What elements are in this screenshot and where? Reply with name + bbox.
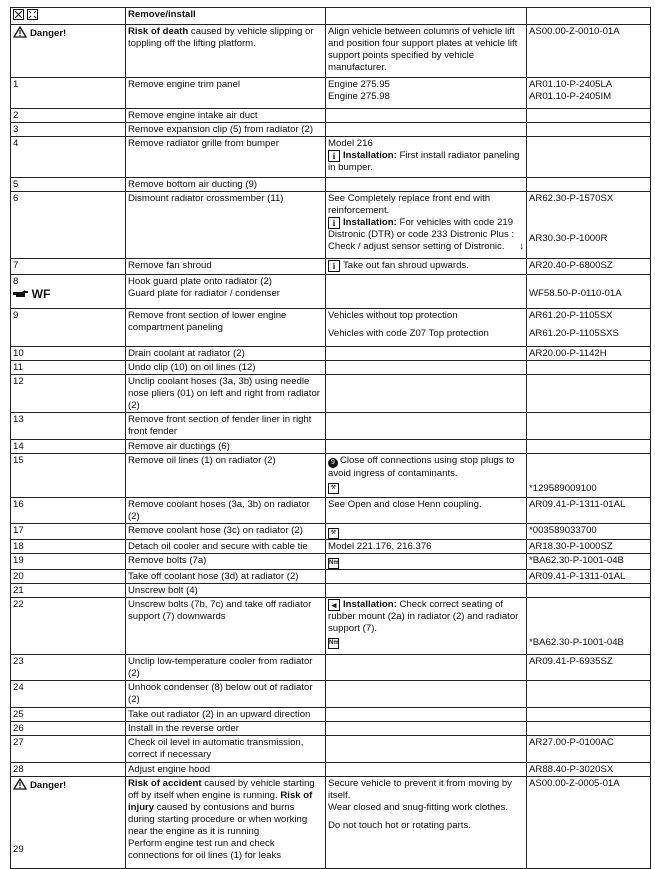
danger-title: Risk of accident xyxy=(128,778,202,789)
pointing-hand-icon xyxy=(13,289,29,299)
table-row xyxy=(11,708,651,722)
workshop-equipment-label: WF xyxy=(31,287,51,301)
step-number: 27 xyxy=(11,736,126,763)
doc-link[interactable]: AR61.20-P-1105SX xyxy=(529,310,613,321)
doc-link[interactable]: AS00.00-Z-0005-01A xyxy=(527,777,651,869)
step-number: 1 xyxy=(11,78,126,109)
table-row xyxy=(11,137,651,178)
step-text: Remove air ductings (6) xyxy=(126,440,326,454)
step-text: Undo clip (10) on oil lines (12) xyxy=(126,361,326,375)
step-text: Unhook condenser (8) below out of radiator (2) xyxy=(126,681,326,708)
doc-link[interactable]: AR09.41-P-1311-01AL xyxy=(527,498,651,524)
install-icon: ◂ xyxy=(328,599,340,611)
step-number: 13 xyxy=(11,413,126,440)
info-icon: i xyxy=(328,260,340,272)
step-text: Adjust engine hood xyxy=(126,763,326,777)
table-row xyxy=(11,524,651,540)
step-text: Check oil level in automatic transmission, correct if necessary xyxy=(126,736,326,763)
step-number: 2 xyxy=(11,109,126,123)
step-number: 26 xyxy=(11,722,126,736)
install-label: Installation: xyxy=(343,217,397,228)
step-text: Remove expansion clip (5) from radiator (2) xyxy=(126,123,326,137)
install-text: First install radiator paneling in bumper. xyxy=(328,150,520,173)
doc-link[interactable]: *129589009100 xyxy=(529,483,597,494)
step-text: Remove bottom air ducting (9) xyxy=(126,178,326,192)
table-row xyxy=(11,361,651,375)
step-number: 17 xyxy=(11,524,126,540)
step-text: Guard plate for radiator / condenser xyxy=(128,288,280,299)
table-row xyxy=(11,598,651,655)
doc-link[interactable]: AS00.00-Z-0010-01A xyxy=(527,25,651,78)
expand-icon[interactable] xyxy=(27,9,38,20)
table-row xyxy=(11,440,651,454)
doc-link[interactable]: AR01.10-P-2405LA xyxy=(529,79,613,90)
step-number: 5 xyxy=(11,178,126,192)
step-text: Remove coolant hoses (3a, 3b) on radiator (2) xyxy=(126,498,326,524)
table-row xyxy=(11,413,651,440)
step-info: Engine 275.98 xyxy=(328,91,390,102)
step-text: Dismount radiator crossmember (11) xyxy=(126,192,326,259)
doc-link[interactable]: AR61.20-P-1105SXS xyxy=(529,328,619,339)
header-icons-cell xyxy=(11,8,126,25)
install-label: Installation: xyxy=(343,150,397,161)
step-text: Hook guard plate onto radiator (2) xyxy=(128,276,272,287)
step-text: Remove fan shroud xyxy=(126,259,326,275)
step-number: 18 xyxy=(11,540,126,554)
arrow-down-icon: ↓ xyxy=(519,241,524,252)
step-text: Remove engine trim panel xyxy=(126,78,326,109)
danger-row xyxy=(11,25,651,78)
step-number: 11 xyxy=(11,361,126,375)
step-number: 25 xyxy=(11,708,126,722)
doc-link[interactable]: AR20.40-P-6800SZ xyxy=(527,259,651,275)
step-text: Detach oil cooler and secure with cable tie xyxy=(126,540,326,554)
step-text: Remove bolts (7a) xyxy=(126,554,326,570)
table-row xyxy=(11,454,651,498)
step-info: See Open and close Henn coupling. xyxy=(326,498,527,524)
table-row xyxy=(11,259,651,275)
step-text: Unscrew bolts (7b, 7c) and take off radiator support (7) downwards xyxy=(126,598,326,655)
step-text: Remove front section of fender liner in right front fender xyxy=(126,413,326,440)
step-text: Take out radiator (2) in an upward direction xyxy=(126,708,326,722)
doc-link[interactable]: AR09.41-P-1311-01AL xyxy=(527,570,651,584)
install-text: Check correct seating of rubber mount (2a) in radiator (2) and radiator support (7). xyxy=(328,599,519,634)
doc-link[interactable]: *003589033700 xyxy=(527,524,651,540)
step-number: 15 xyxy=(11,454,126,498)
step-text: Unclip low-temperature cooler from radiator (2) xyxy=(126,655,326,681)
step-number: 14 xyxy=(11,440,126,454)
table-row xyxy=(11,584,651,598)
step-number: 19 xyxy=(11,554,126,570)
step-number: 3 xyxy=(11,123,126,137)
table-row xyxy=(11,655,651,681)
step-text: Unclip coolant hoses (3a, 3b) using needle nose pliers (01) on left and right from radiator (2) xyxy=(126,375,326,413)
warning-triangle-icon xyxy=(13,26,27,38)
info-icon: i xyxy=(328,150,340,162)
danger-text: caused by vehicle slipping or toppling off the lifting platform. xyxy=(128,26,314,49)
doc-link[interactable]: AR18.30-P-1000SZ xyxy=(527,540,651,554)
collapse-icon[interactable] xyxy=(13,9,24,20)
step-info: Vehicles with code Z07 Top protection xyxy=(328,328,489,339)
install-label: Installation: xyxy=(343,599,397,610)
table-row xyxy=(11,736,651,763)
table-row xyxy=(11,498,651,524)
step-number: 4 xyxy=(11,137,126,178)
table-row xyxy=(11,347,651,361)
step-text: Install in the reverse order xyxy=(126,722,326,736)
step-number: 12 xyxy=(11,375,126,413)
table-row xyxy=(11,763,651,777)
doc-link[interactable]: AR01.10-P-2405IM xyxy=(529,91,612,102)
step-text: Take off coolant hose (3d) at radiator (2) xyxy=(126,570,326,584)
step-text: Remove engine intake air duct xyxy=(126,109,326,123)
danger-text: caused by vehicle starting off by itself when engine is running. xyxy=(128,778,315,801)
header-label: Remove/install xyxy=(126,8,326,25)
step-number: 24 xyxy=(11,681,126,708)
doc-link[interactable]: *BA62.30-P-1001-04B xyxy=(527,554,651,570)
tool-icon: ⚒ xyxy=(328,528,339,539)
step-info: Close off connections using stop plugs to avoid ingress of contaminants. xyxy=(328,455,515,479)
step-number: 6 xyxy=(11,192,126,259)
table-row xyxy=(11,722,651,736)
table-row xyxy=(11,192,651,259)
step-text: Perform engine test run and check connections for oil lines (1) for leaks xyxy=(128,838,282,861)
step-info: Engine 275.95 xyxy=(328,79,390,90)
torque-icon: Nm xyxy=(328,558,339,569)
doc-link[interactable]: *BA62.30-P-1001-04B xyxy=(529,637,624,648)
step-info: Vehicles without top protection xyxy=(328,310,458,321)
danger-measure: Wear closed and snug-fitting work clothes. xyxy=(328,802,509,813)
danger-label: Danger! xyxy=(30,780,67,791)
table-row xyxy=(11,109,651,123)
info-icon: i xyxy=(328,217,340,229)
table-row xyxy=(11,78,651,109)
step-text: Remove front section of lower engine compartment paneling xyxy=(126,309,326,347)
table-row xyxy=(11,554,651,570)
table-row xyxy=(11,570,651,584)
step-info: Model 221.176, 216.376 xyxy=(326,540,527,554)
doc-link[interactable]: AR09.41-P-6935SZ xyxy=(527,655,651,681)
step-info: See Completely replace front end with reinforcement. xyxy=(328,193,491,216)
step-text: Remove radiator grille from bumper xyxy=(126,137,326,178)
table-row xyxy=(11,178,651,192)
table-row xyxy=(11,540,651,554)
table-row xyxy=(11,309,651,347)
step-number: 20 xyxy=(11,570,126,584)
install-text: For vehicles with code 219 Distronic (DTR) or code 233 Distronic Plus : Check / adjust sensor setting of Distronic. xyxy=(328,217,515,252)
table-row xyxy=(11,275,651,309)
danger-measure: Align vehicle between columns of vehicle lift and position four support plates at vehicle lift support points specified by vehicle manufacturer. xyxy=(326,25,527,78)
step-number: 10 xyxy=(11,347,126,361)
torque-icon: Nm xyxy=(328,638,339,649)
tool-icon: ⚒ xyxy=(328,483,339,494)
danger-text: caused by contusions and burns during starting procedure or when working near the engine as it is running xyxy=(128,802,308,837)
doc-link[interactable]: WF58.50-P-0110-01A xyxy=(529,288,622,299)
step-number: 16 xyxy=(11,498,126,524)
danger-title: Risk of death xyxy=(128,26,189,37)
step-number: 8 xyxy=(13,276,19,287)
step-number: 22 xyxy=(11,598,126,655)
note-icon: 9 xyxy=(328,458,338,468)
warning-triangle-icon xyxy=(13,778,27,790)
step-number: 9 xyxy=(11,309,126,347)
doc-link[interactable]: AR88.40-P-3020SX xyxy=(527,763,651,777)
step-number: 29 xyxy=(13,844,24,855)
procedure-table xyxy=(10,7,651,869)
table-row xyxy=(11,123,651,137)
step-text: Drain coolant at radiator (2) xyxy=(126,347,326,361)
step-text: Remove coolant hose (3c) on radiator (2) xyxy=(126,524,326,540)
table-header-row xyxy=(11,8,651,25)
step-number: 28 xyxy=(11,763,126,777)
danger-measure: Do not touch hot or rotating parts. xyxy=(328,820,471,831)
doc-link[interactable]: AR27.00-P-0100AC xyxy=(529,737,614,748)
step-number: 23 xyxy=(11,655,126,681)
step-text: Remove oil lines (1) on radiator (2) xyxy=(126,454,326,498)
step-info: Take out fan shroud upwards. xyxy=(343,260,469,271)
step-number: 7 xyxy=(11,259,126,275)
step-number: 21 xyxy=(11,584,126,598)
danger-measure: Secure vehicle to prevent it from moving by itself. xyxy=(328,778,512,801)
step-info: Model 216 xyxy=(328,138,373,149)
danger-label: Danger! xyxy=(30,28,67,39)
step-text: Unscrew bolt (4) xyxy=(126,584,326,598)
table-row xyxy=(11,375,651,413)
danger-title: Risk of injury xyxy=(128,790,313,813)
danger-row xyxy=(11,777,651,869)
doc-link[interactable]: AR30.30-P-1000R xyxy=(529,233,608,244)
table-row xyxy=(11,681,651,708)
doc-link[interactable]: AR20.00-P-1142H xyxy=(527,347,651,361)
doc-link[interactable]: AR62.30-P-1570SX xyxy=(529,193,614,204)
